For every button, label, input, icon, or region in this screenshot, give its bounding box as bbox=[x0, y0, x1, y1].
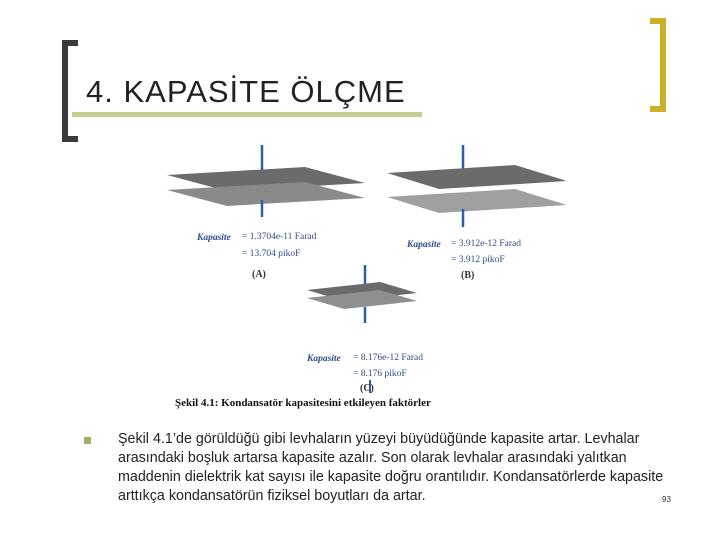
slide-title: 4. KAPASİTE ÖLÇME bbox=[86, 74, 406, 109]
panel-b-top-plate bbox=[387, 165, 565, 189]
panel-a-value-farad: = 1.3704e-11 Farad bbox=[242, 232, 317, 242]
panel-a-value-pikof: = 13.704 pikoF bbox=[242, 249, 301, 259]
body-paragraph: Şekil 4.1’de görüldüğü gibi levhaların yüzeyi büyüdüğünde kapasite artar. Levhalar arasındaki boşluk artarsa kapasite azalır. Son olarak levhalar arasındaki yalıtkan maddenin dielektrik kat sayısı ile kapasite doğru orantılıdır. Kondansatörlerde kapasite arttıkça kondansatörün fiziksel boyutları da artar. bbox=[118, 431, 664, 504]
capacitor-figure bbox=[155, 135, 565, 410]
panel-b-capacity-label: Kapasite bbox=[407, 240, 441, 250]
right-bracket-decoration bbox=[650, 18, 666, 112]
panel-b-value-farad: = 3.912e-12 Farad bbox=[451, 239, 521, 249]
bullet-square-icon bbox=[84, 437, 91, 444]
panel-c-tag: (C) bbox=[360, 383, 374, 394]
left-bracket-decoration bbox=[62, 40, 78, 142]
figure-caption: Şekil 4.1: Kondansatör kapasitesini etkileyen faktörler bbox=[175, 397, 431, 409]
panel-b-tag: (B) bbox=[461, 270, 475, 281]
panel-b-bottom-plate bbox=[387, 189, 565, 213]
panel-c-value-farad: = 8.176e-12 Farad bbox=[353, 353, 423, 363]
panel-c-value-pikof: = 8.176 pikoF bbox=[353, 369, 407, 379]
panel-a-bottom-plate bbox=[167, 182, 365, 206]
panel-c-capacity-label: Kapasite bbox=[307, 354, 341, 364]
panel-a-tag: (A) bbox=[252, 269, 266, 280]
panel-b-value-pikof: = 3.912 pikoF bbox=[451, 255, 505, 265]
page-number: 93 bbox=[662, 495, 671, 504]
panel-a-capacity-label: Kapasite bbox=[197, 233, 231, 243]
title-underline-bar bbox=[72, 112, 422, 117]
